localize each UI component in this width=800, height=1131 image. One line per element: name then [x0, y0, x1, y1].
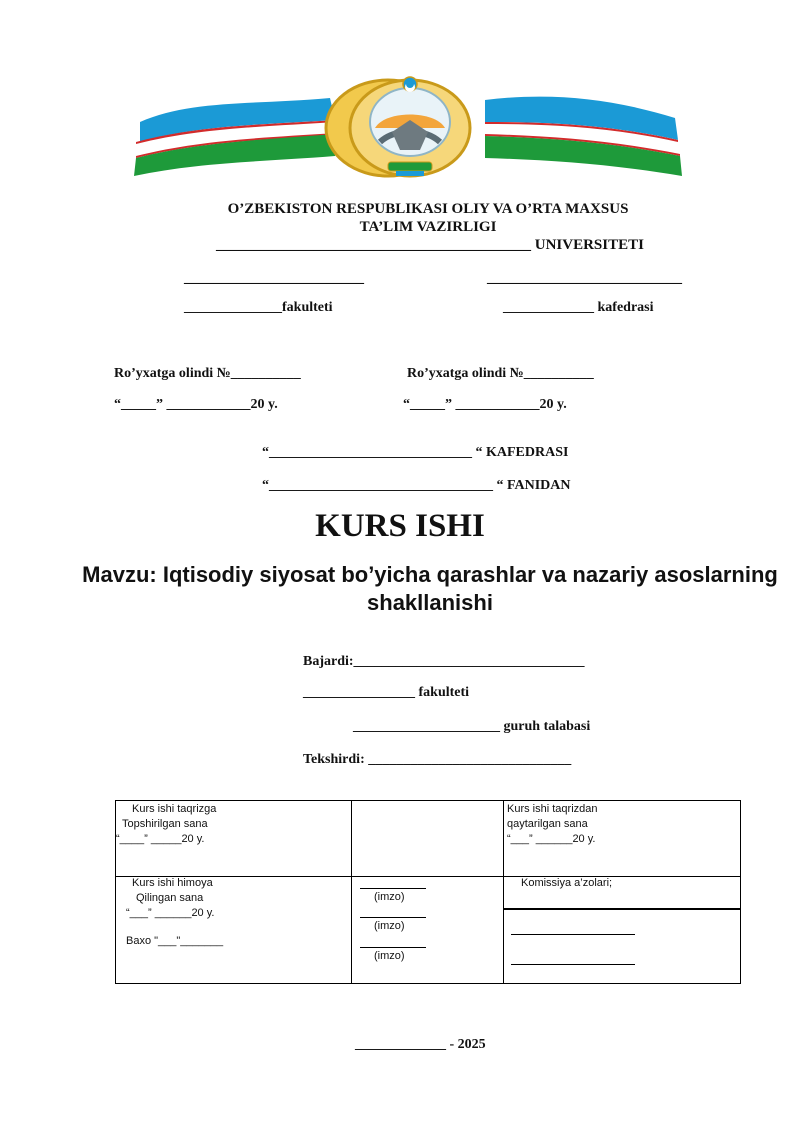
- faculty-line: ______________fakulteti: [184, 300, 333, 315]
- kafedra-line: “_____________________________ “ KAFEDRASI: [262, 445, 569, 460]
- grade-line: Baxo "___"_______: [126, 935, 224, 947]
- sign-underline-1: [360, 888, 426, 889]
- submit-line-1: Kurs ishi taqrizga: [132, 803, 217, 815]
- tekshirdi-line: Tekshirdi: _____________________________: [303, 752, 572, 767]
- table-divider-h2: [503, 908, 740, 910]
- uzbekistan-emblem-flag-banner: [130, 70, 690, 180]
- defense-line-3: “___” ______20 y.: [126, 907, 215, 919]
- submit-cell: [116, 802, 216, 847]
- footer-year: _____________ - 2025: [355, 1037, 486, 1052]
- defense-line-1: Kurs ishi himoya: [132, 877, 213, 889]
- sign-underline-3: [360, 947, 426, 948]
- sign-label-1: (imzo): [374, 891, 405, 903]
- commission-underline-2: [511, 964, 635, 965]
- table-divider-v1: [351, 801, 352, 983]
- fan-line: “________________________________ “ FANIDAN: [262, 478, 571, 493]
- registration-left: Ro’yxatga olindi №__________: [114, 366, 301, 381]
- blank-right: __________________________: [487, 270, 682, 286]
- sign-label-2: (imzo): [374, 920, 405, 932]
- submit-line-2: Topshirilgan sana: [122, 818, 208, 830]
- department-line: _____________ kafedrasi: [503, 300, 654, 315]
- bajardi-line: Bajardi:_________________________________: [303, 654, 585, 669]
- sign-underline-2: [360, 917, 426, 918]
- defense-cell: [116, 876, 223, 949]
- registration-date-left: “_____” ____________20 y.: [114, 397, 278, 412]
- return-line-1: Kurs ishi taqrizdan: [507, 803, 598, 815]
- emblem-ribbon: [388, 162, 432, 171]
- registration-date-right: “_____” ____________20 y.: [403, 397, 567, 412]
- ministry-line-2: TA’LIM VAZIRLIGI: [359, 219, 497, 235]
- registration-right: Ro’yxatga olindi №__________: [407, 366, 594, 381]
- return-cell: [507, 802, 598, 847]
- return-line-3: “___” ______20 y.: [507, 833, 596, 845]
- sign-label-3: (imzo): [374, 950, 405, 962]
- submit-line-3: “____” _____20 y.: [116, 833, 205, 845]
- performer-faculty-line: ________________ fakulteti: [303, 685, 470, 700]
- return-line-2: qaytarilgan sana: [507, 818, 588, 830]
- review-table: [115, 800, 741, 984]
- group-line: _____________________ guruh talabasi: [353, 719, 591, 734]
- commission-underline-1: [511, 934, 635, 935]
- table-divider-v2: [503, 801, 504, 983]
- blank-left: ________________________: [184, 270, 364, 286]
- ministry-line-1: O’ZBEKISTON RESPUBLIKASI OLIY VA O’RTA MAXSUS: [227, 201, 629, 217]
- topic-text: Mavzu: Iqtisodiy siyosat bo’yicha qarashlar va nazariy asoslarning shakllanishi: [82, 562, 778, 615]
- defense-line-2: Qilingan sana: [136, 892, 204, 904]
- document-title: KURS ISHI: [315, 508, 485, 544]
- commission-label: Komissiya a’zolari;: [521, 877, 613, 889]
- university-line: __________________________________________ UNIVERSITETI: [216, 237, 644, 253]
